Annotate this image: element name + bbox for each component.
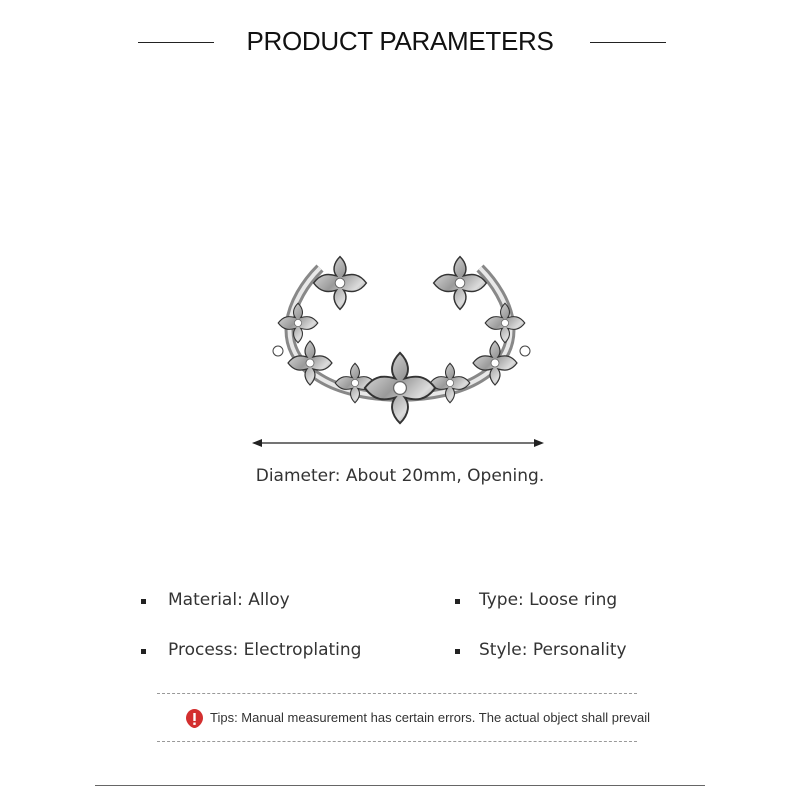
param-material: Material: Alloy: [168, 590, 290, 610]
param-style: Style: Personality: [479, 640, 627, 660]
title-divider-right: [590, 42, 666, 43]
page-title: PRODUCT PARAMETERS: [246, 26, 554, 56]
bullet-icon: [141, 599, 146, 604]
tip-divider-top: [157, 693, 637, 694]
title-row: [0, 22, 800, 62]
product-ring-image: [250, 238, 550, 438]
bullet-icon: [455, 649, 460, 654]
tip-text: Tips: Manual measurement has certain errors. The actual object shall prevail: [210, 710, 651, 725]
bullet-icon: [455, 599, 460, 604]
param-type: Type: Loose ring: [479, 590, 618, 610]
bottom-divider: [95, 785, 705, 786]
diameter-caption: Diameter: About 20mm, Opening.: [255, 466, 545, 486]
diameter-arrow: [252, 433, 544, 453]
tip-divider-bottom: [157, 741, 637, 742]
param-process: Process: Electroplating: [168, 640, 362, 660]
warning-icon: [184, 708, 205, 729]
bullet-icon: [141, 649, 146, 654]
